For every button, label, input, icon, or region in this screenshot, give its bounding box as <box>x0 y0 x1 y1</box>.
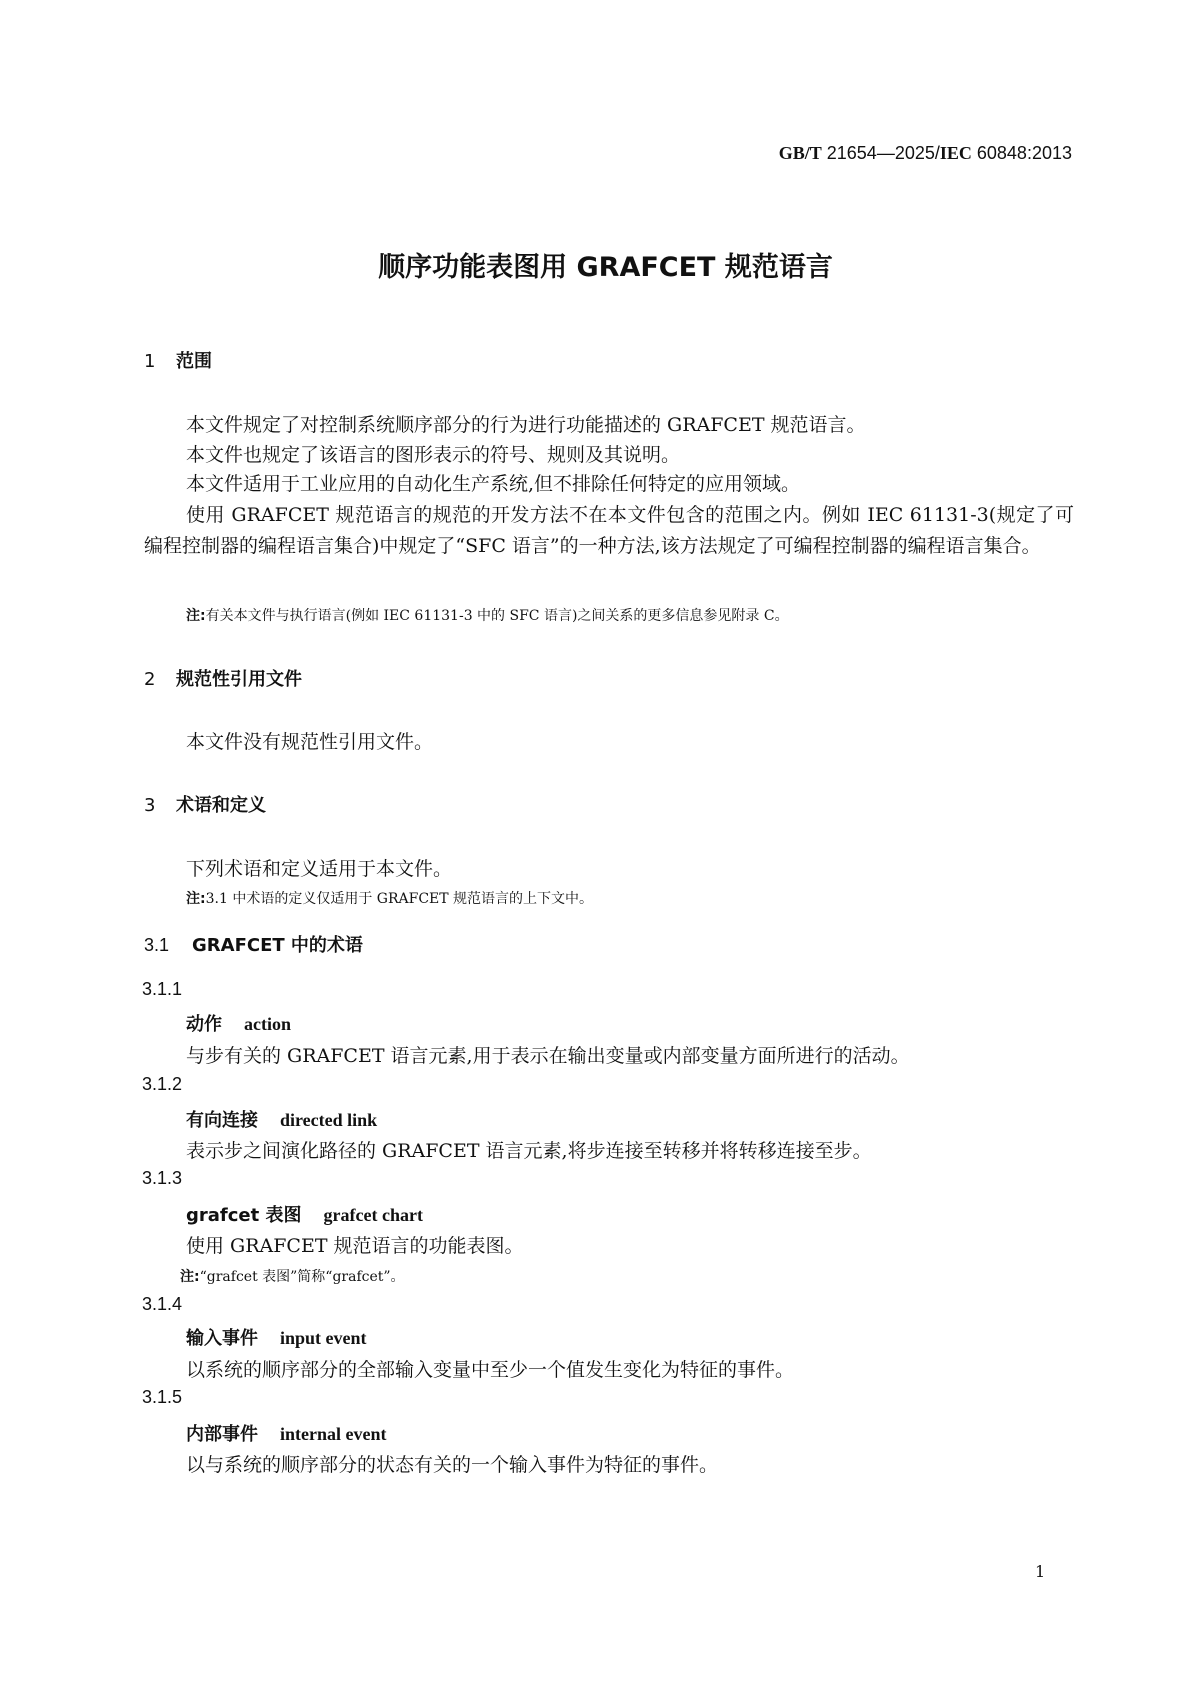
note <box>186 605 789 625</box>
term-number: 3.1.1 <box>142 979 183 999</box>
term-en: directed link <box>280 1110 378 1130</box>
note <box>186 888 593 908</box>
term-name <box>186 1010 291 1036</box>
section-title: 规范性引用文件 <box>176 669 302 690</box>
term-number: 3.1.4 <box>142 1294 183 1314</box>
note-text: “grafcet 表图”简称“grafcet”。 <box>199 1269 405 1285</box>
term-zh: 动作 <box>186 1014 222 1035</box>
section-title: 术语和定义 <box>176 795 266 816</box>
term-zh: 输入事件 <box>186 1328 258 1349</box>
section-3-1-heading <box>144 931 363 957</box>
code-number: 21654—2025/ <box>821 143 940 163</box>
term-en: input event <box>280 1328 367 1348</box>
section-number: 3.1 <box>144 935 170 955</box>
paragraph: 本文件没有规范性引用文件。 <box>186 731 434 753</box>
term-number: 3.1.3 <box>142 1168 183 1188</box>
paragraph: 本文件规定了对控制系统顺序部分的行为进行功能描述的 GRAFCET 规范语言。 <box>186 414 866 436</box>
term-en: grafcet chart <box>323 1205 423 1225</box>
term-name <box>186 1201 423 1227</box>
section-number: 2 <box>144 669 156 690</box>
term-zh: 有向连接 <box>186 1110 258 1131</box>
note-label: 注: <box>180 1269 200 1285</box>
section-number: 3 <box>144 795 156 816</box>
standard-code <box>779 143 1072 164</box>
term-en: action <box>244 1014 291 1034</box>
note-text: 3.1 中术语的定义仅适用于 GRAFCET 规范语言的上下文中。 <box>205 891 594 907</box>
term-definition: 以系统的顺序部分的全部输入变量中至少一个值发生变化为特征的事件。 <box>186 1359 795 1381</box>
term-definition: 表示步之间演化路径的 GRAFCET 语言元素,将步连接至转移并将转移连接至步。 <box>186 1140 872 1162</box>
term-definition: 与步有关的 GRAFCET 语言元素,用于表示在输出变量或内部变量方面所进行的活动。 <box>186 1045 910 1067</box>
section-number: 1 <box>144 351 156 372</box>
term-zh: grafcet 表图 <box>186 1205 302 1226</box>
term-definition: 以与系统的顺序部分的状态有关的一个输入事件为特征的事件。 <box>186 1454 719 1476</box>
section-title: GRAFCET 中的术语 <box>192 935 363 956</box>
term-name <box>186 1324 367 1350</box>
paragraph: 使用 GRAFCET 规范语言的规范的开发方法不在本文件包含的范围之内。例如 IEC 61131-3(规定了可编程控制器的编程语言集合)中规定了“SFC 语言”的一种方法,该方法规定了可编程控制器的编程语言集合。 <box>144 504 1074 557</box>
term-en: internal event <box>280 1424 387 1444</box>
paragraph: 本文件也规定了该语言的图形表示的符号、规则及其说明。 <box>186 444 681 466</box>
iec-prefix: IEC <box>939 143 972 163</box>
section-title: 范围 <box>176 351 212 372</box>
section-2-heading <box>144 665 302 691</box>
note-text: 有关本文件与执行语言(例如 IEC 61131-3 中的 SFC 语言)之间关系的更多信息参见附录 C。 <box>205 608 789 624</box>
iec-number: 60848:2013 <box>971 143 1072 163</box>
term-number: 3.1.5 <box>142 1387 183 1407</box>
document-title: 顺序功能表图用 GRAFCET 规范语言 <box>378 252 833 283</box>
note-label: 注: <box>186 891 206 907</box>
paragraph: 本文件适用于工业应用的自动化生产系统,但不排除任何特定的应用领域。 <box>186 473 801 495</box>
note <box>180 1266 405 1286</box>
term-name <box>186 1106 377 1132</box>
paragraph: 下列术语和定义适用于本文件。 <box>186 858 453 880</box>
section-1-heading <box>144 347 212 373</box>
term-zh: 内部事件 <box>186 1424 258 1445</box>
section-3-heading <box>144 791 266 817</box>
page-number: 1 <box>1035 1562 1046 1581</box>
term-number: 3.1.2 <box>142 1074 183 1094</box>
term-definition: 使用 GRAFCET 规范语言的功能表图。 <box>186 1235 524 1257</box>
note-label: 注: <box>186 608 206 624</box>
code-prefix: GB/T <box>778 143 822 163</box>
term-name <box>186 1420 386 1446</box>
